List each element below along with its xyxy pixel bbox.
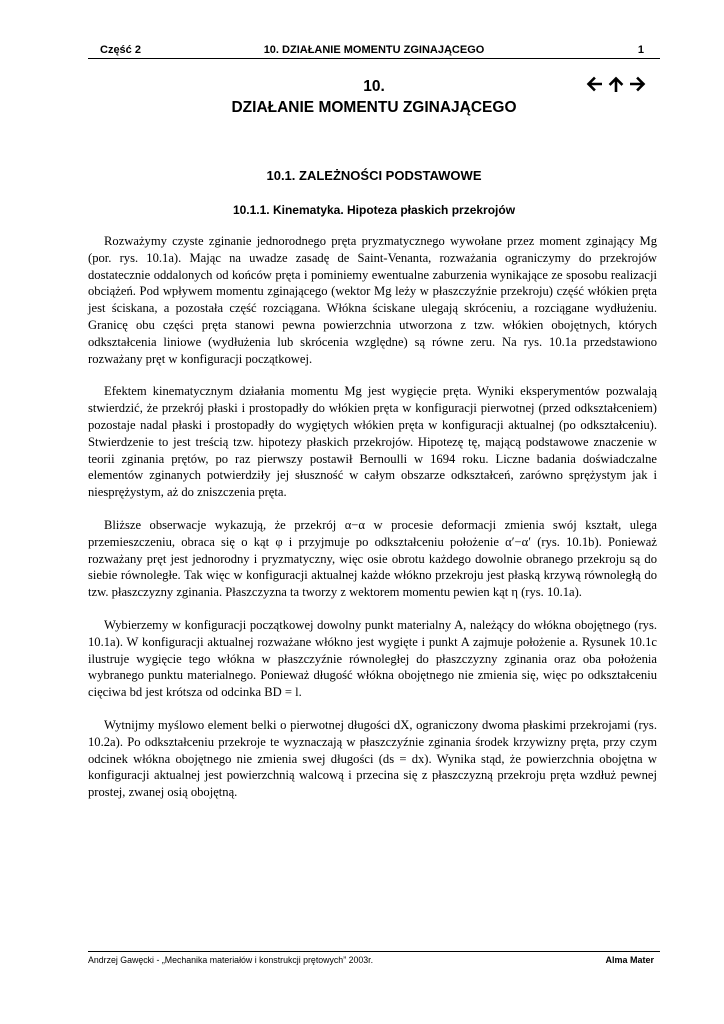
page-footer <box>88 955 660 969</box>
chapter-number: 10. <box>363 78 385 95</box>
paragraph-4: Wybierzemy w konfiguracji początkowej dowolny punkt materialny A, należący do włókna obojętnego (rys. 10.1a). W konfiguracji aktualnej rozważane włókno jest wygięte i punkt A zajmuje położenie a. Rysunek 10.1c ilustruje wygięcie tego włókna w płaszczyźnie równoległej do płaszczyzny zginania oraz oba położenia wybranego punktu materialnego. Ponieważ długość włókna obojętnego nie zmienia się, więc po odkształceniu cięciwa bd jest krótsza od odcinka BD = l. <box>88 617 657 700</box>
subsection-title: 10.1.1. Kinematyka. Hipoteza płaskich przekrojów <box>232 203 516 217</box>
arrow-right-icon[interactable] <box>630 76 646 92</box>
header-page-number: 1 <box>637 44 644 56</box>
arrow-up-icon[interactable] <box>608 76 624 92</box>
page-header <box>88 44 660 58</box>
arrow-left-icon[interactable] <box>586 76 602 92</box>
chapter-heading <box>88 76 660 118</box>
chapter-title: DZIAŁANIE MOMENTU ZGINAJĄCEGO <box>231 99 517 116</box>
body-text <box>88 233 657 817</box>
footer-publisher: Alma Mater <box>605 955 654 965</box>
paragraph-3: Bliższe obserwacje wykazują, że przekrój α−α w procesie deformacji zmienia swój kształt, ulega przemieszczeniu, obraca się o kąt φ i przyjmuje po odkształceniu położenie α′−α′ (rys. 10.1b). Ponieważ rozważany pręt jest jednorodny i pryzmatyczny, więc osie obrotu każdego dowolnie obranego przekroju są do siebie równoległe. Tak więc w konfiguracji aktualnej każde włókno przekroju jest płaską krzywą równoległą do tzw. płaszczyzny zginania. Płaszczyzna ta tworzy z wektorem momentu pewien kąt η (rys. 10.1a). <box>88 517 657 600</box>
paragraph-5: Wytnijmy myślowo element belki o pierwotnej długości dX, ograniczony dwoma płaskimi przekrojami (rys. 10.2a). Po odkształceniu przekroje te wyznaczają w płaszczyźnie zginania środek krzywizny pręta, przy czym odcinek włókna obojętnego nie zmienia swej długości (ds = dx). Wynika stąd, że powierzchnia obojętna w konfiguracji aktualnej jest powierzchnią walcową i przecina się z płaszczyzną przekroju pręta wzdłuż pewnej prostej, zwanej osią obojętną. <box>88 717 657 800</box>
section-title: 10.1. ZALEŻNOŚCI PODSTAWOWE <box>266 168 482 183</box>
footer-divider <box>88 951 660 952</box>
header-title: 10. DZIAŁANIE MOMENTU ZGINAJĄCEGO <box>263 44 485 56</box>
paragraph-1: Rozważymy czyste zginanie jednorodnego pręta pryzmatycznego wywołane przez moment zginający Mg (por. rys. 10.1a). Mając na uwadze zasadę de Saint-Venanta, rozważania ograniczymy do przekrojów dostatecznie oddalonych od końców pręta i pominiemy ewentualne zaburzenia wynikające ze sposobu realizacji obciążeń. Pod wpływem momentu zginającego (wektor Mg leży w płaszczyźnie przekroju) część włókien pręta jest ściskana, a pozostała część rozciągana. Włókna ściskane ulegają skróceniu, a rozciągane wydłużeniu. Granicę obu części pręta stanowi pewna powierzchnia utworzona z tzw. włókien obojętnych, których odkształcenia liniowe (wydłużenia lub skrócenia względne) są równe zeru. Na rys. 10.1a przedstawiono rozważany pręt w konfiguracji początkowej. <box>88 234 657 366</box>
paragraph-2: Efektem kinematycznym działania momentu Mg jest wygięcie pręta. Wyniki eksperymentów pozwalają stwierdzić, że przekrój płaski i prostopadły do włókien pręta w konfiguracji pierwotnej (przed odkształceniem) pozostaje nadal płaski i prostopadły do wygiętych włókien pręta w konfiguracji aktualnej (po odkształceniu). Stwierdzenie to jest treścią tzw. hipotezy płaskich przekrojów. Hipotezę tę, mającą podstawowe znaczenie w teorii zginania prętów, po raz pierwszy postawił Bernoulli w 1694 roku. Liczne badania doświadczalne elementów zginanych potwierdziły jej słuszność w całym obszarze odkształceń, zarówno sprężystym jak i niesprężystym, aż do zniszczenia pręta. <box>88 384 657 500</box>
navigation-arrows <box>586 76 646 92</box>
header-divider <box>88 58 660 59</box>
footer-citation: Andrzej Gawęcki - „Mechanika materiałów i konstrukcji prętowych” 2003r. <box>88 955 374 965</box>
header-part: Część 2 <box>100 44 141 56</box>
